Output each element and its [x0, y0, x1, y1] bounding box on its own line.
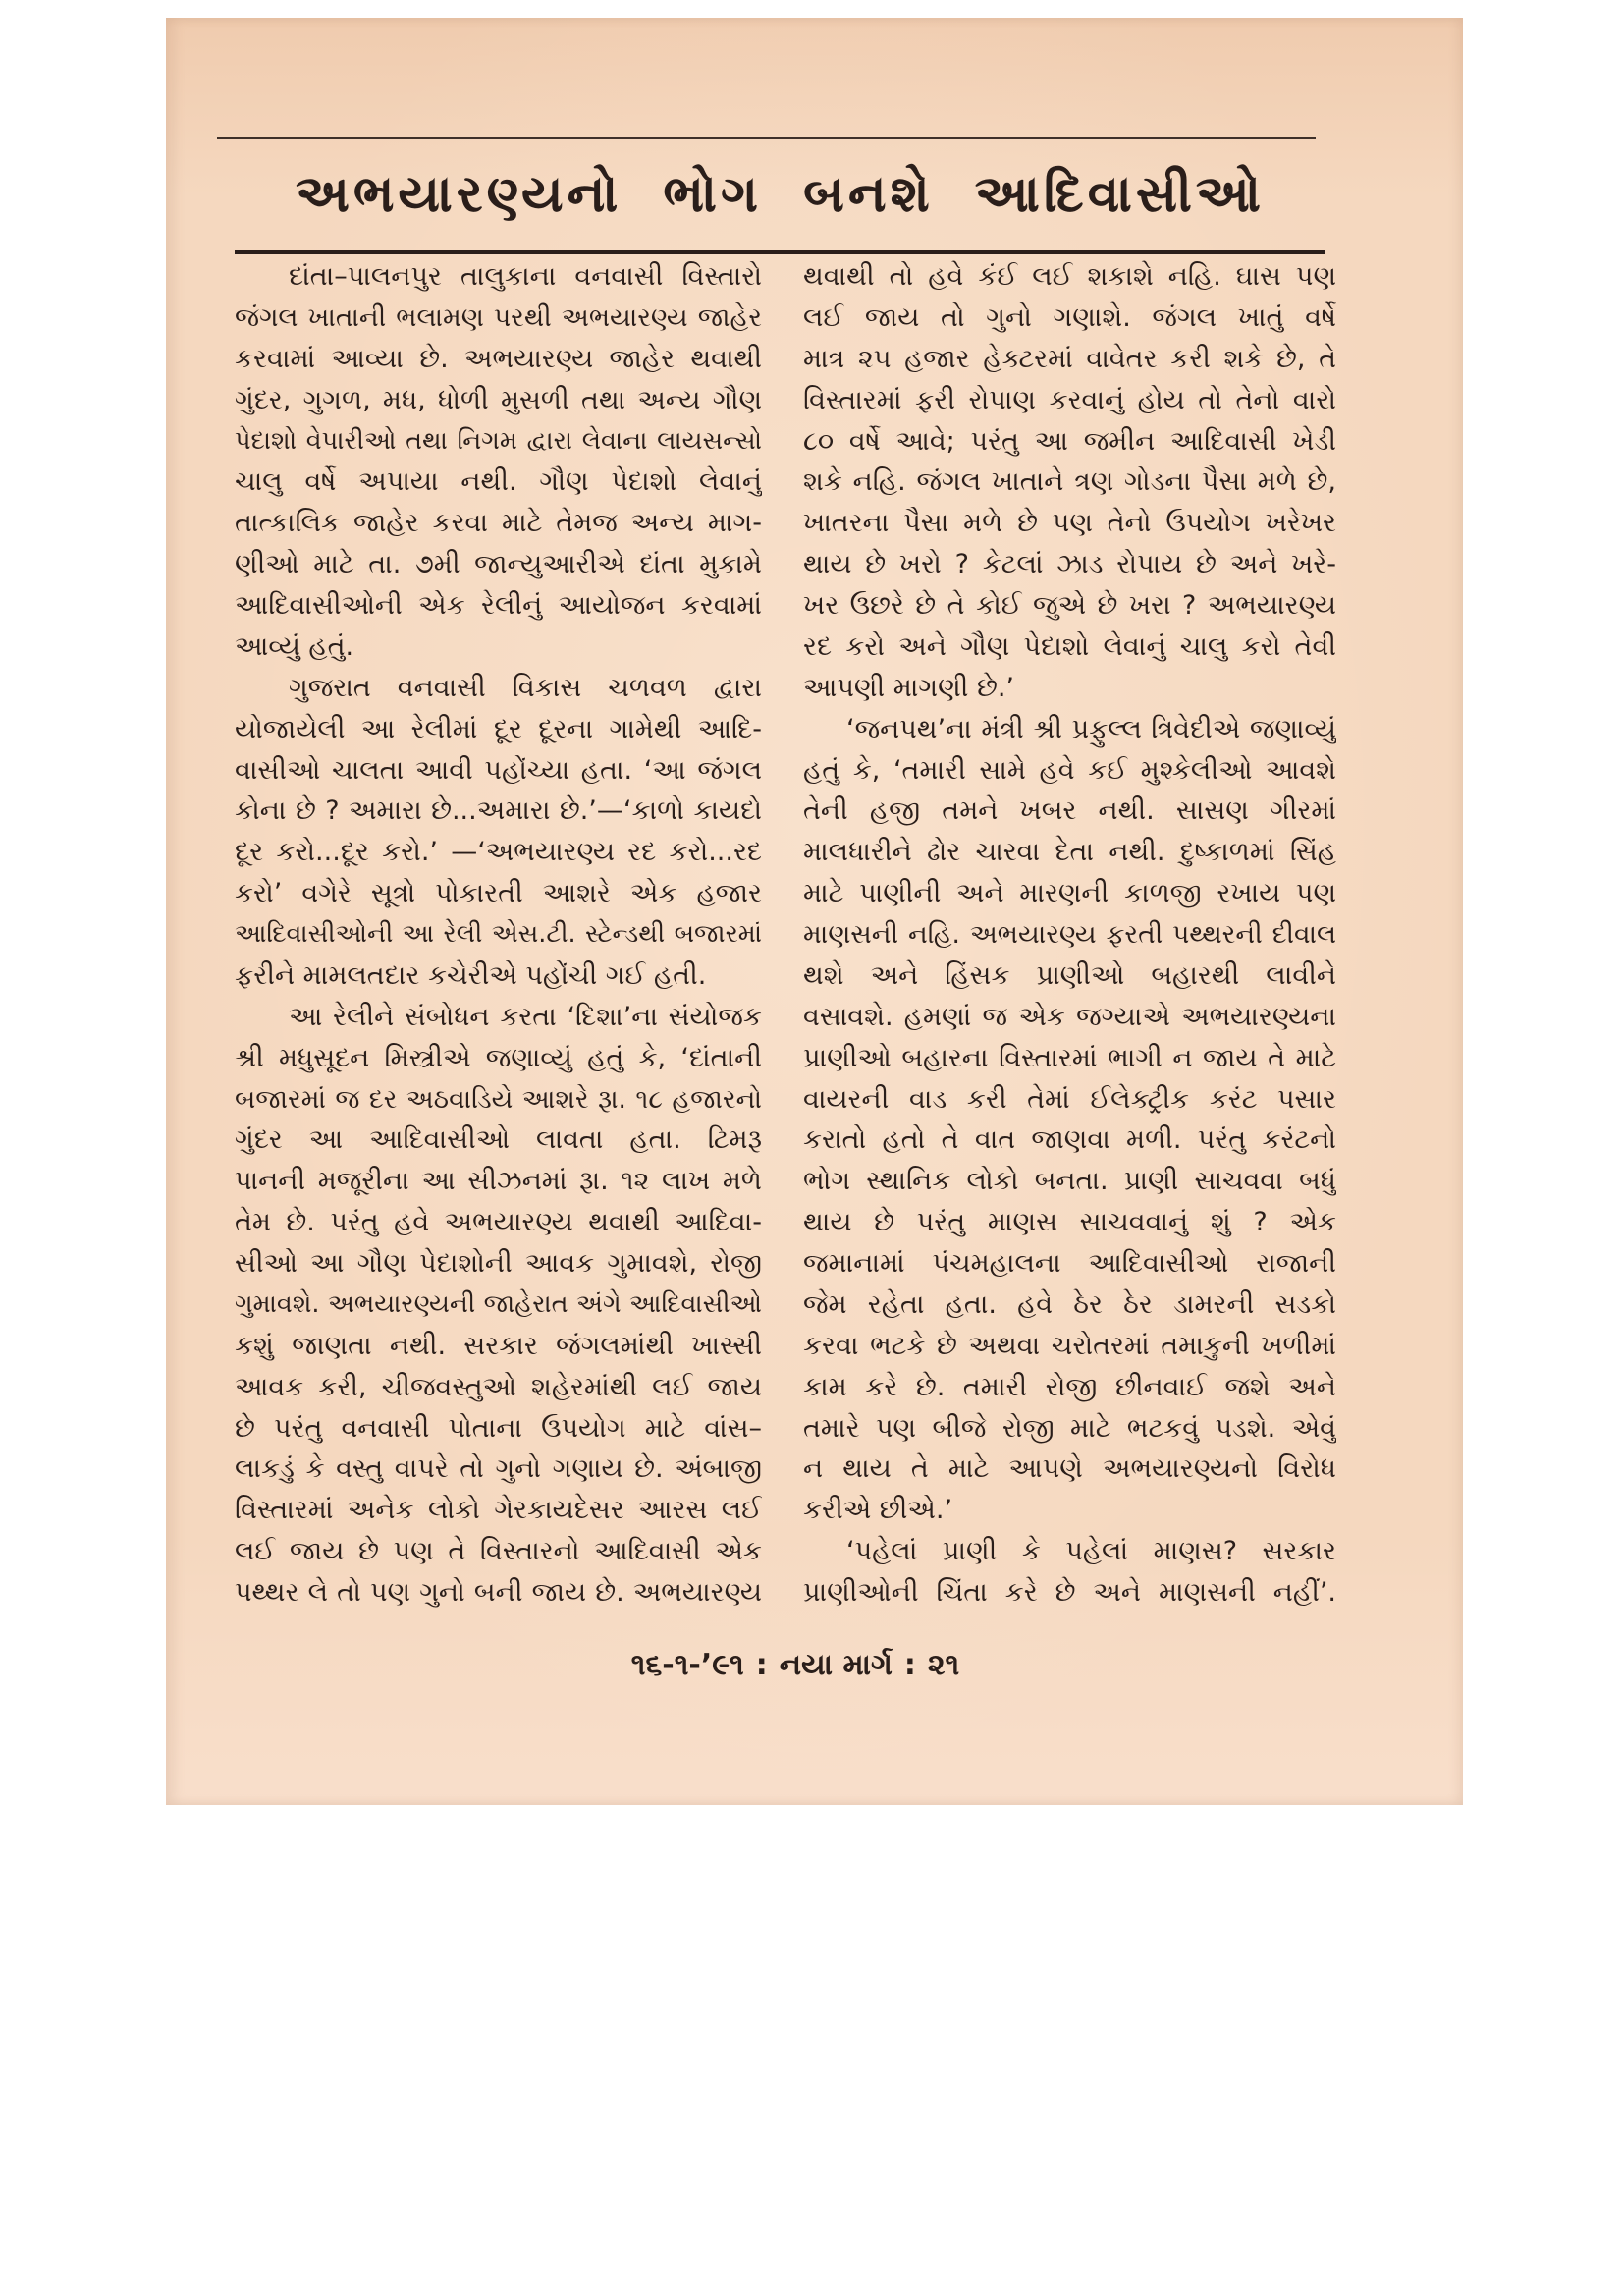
- article-line: વિસ્તારમાં અનેક લોકો ગેરકાયદેસર આરસ લઈ: [235, 1495, 762, 1526]
- article-line: દૂર કરો...દૂર કરો.’ —‘અભયારણ્ય રદ કરો...રદ: [235, 837, 762, 868]
- article-line: આવક કરી, ચીજવસ્તુઓ શહેરમાંથી લઈ જાય: [235, 1371, 762, 1402]
- article-line: આવ્યું હતું.: [235, 630, 354, 662]
- article-line: માત્ર ૨૫ હજાર હેક્ટરમાં વાવેતર કરી શકે છે, તે: [803, 343, 1336, 374]
- article-line: આપણી માગણી છે.’: [803, 672, 1014, 703]
- article-line: કોના છે ? અમારા છે...અમારા છે.’—‘કાળો કાયદો: [235, 795, 762, 827]
- footer-publication: નયા માર્ગ: [779, 1648, 893, 1682]
- article-line: તાત્કાલિક જાહેર કરવા માટે તેમજ અન્ય માગ-: [235, 508, 762, 539]
- title-underline-rule: [235, 250, 1325, 254]
- article-line: વિસ્તારમાં ફરી રોપાણ કરવાનું હોય તો તેનો વારો: [803, 384, 1336, 415]
- article-line: ફરીને મામલતદાર કચેરીએ પહોંચી ગઈ હતી.: [235, 959, 707, 991]
- article-line: થાય છે ખરો ? કેટલાં ઝાડ રોપાય છે અને ખરે-: [803, 549, 1336, 580]
- article-line: કરીએ છીએ.’: [803, 1495, 953, 1526]
- top-rule: [217, 137, 1316, 139]
- article-line: જમાનામાં પંચમહાલના આદિવાસીઓ રાજાની: [803, 1248, 1336, 1279]
- article-line: શ્રી મધુસૂદન મિસ્ત્રીએ જણાવ્યું હતું કે, ‘દાંતાની: [235, 1042, 762, 1073]
- article-line: હતું કે, ‘તમારી સામે હવે કઈ મુશ્કેલીઓ આવશે: [803, 754, 1336, 786]
- article-title: અભયારણ્યનો ભોગ બનશે આદિવાસીઓ: [295, 165, 1266, 224]
- article-line: ન થાય તે માટે આપણે અભયારણ્યનો વિરોધ: [803, 1453, 1336, 1485]
- article-line: કરો’ વગેરે સૂત્રો પોકારતી આશરે એક હજાર: [235, 878, 762, 909]
- article-line: લઈ જાય તો ગુનો ગણાશે. જંગલ ખાતું વર્ષે: [803, 301, 1336, 333]
- article-line: ખાતરના પૈસા મળે છે પણ તેનો ઉપયોગ ખરેખર: [803, 508, 1336, 539]
- article-line: કરવામાં આવ્યા છે. અભયારણ્ય જાહેર થવાથી: [235, 343, 762, 374]
- article-line: માટે પાણીની અને મારણની કાળજી રખાય પણ: [803, 878, 1336, 909]
- article-line: ગુજરાત વનવાસી વિકાસ ચળવળ દ્વારા: [289, 672, 762, 703]
- article-line: તમારે પણ બીજે રોજી માટે ભટકવું પડશે. એવું: [803, 1412, 1336, 1444]
- article-line: લઈ જાય છે પણ તે વિસ્તારનો આદિવાસી એક: [235, 1536, 762, 1567]
- article-line: લાકડું કે વસ્તુ વાપરે તો ગુનો ગણાય છે. અંબાજી: [235, 1453, 762, 1485]
- article-line: કશું જાણતા નથી. સરકાર જંગલમાંથી ખાસ્સી: [235, 1330, 762, 1361]
- article-line: કરવા ભટકે છે અથવા ચરોતરમાં તમાકુની ખળીમાં: [803, 1330, 1336, 1361]
- article-line: દાંતા–પાલનપુર તાલુકાના વનવાસી વિસ્તારો: [289, 261, 762, 292]
- article-line: પાનની મજૂરીના આ સીઝનમાં રૂા. ૧૨ લાખ મળે: [235, 1166, 762, 1197]
- article-line: ખર ઉછરે છે તે કોઈ જુએ છે ખરા ? અભયારણ્ય: [803, 590, 1336, 621]
- article-line: આદિવાસીઓની એક રેલીનું આયોજન કરવામાં: [235, 590, 762, 621]
- article-line: કરાતો હતો તે વાત જાણવા મળી. પરંતુ કરંટનો: [803, 1124, 1336, 1156]
- scanned-page: [166, 18, 1463, 1805]
- article-line: થવાથી તો હવે કંઈ લઈ શકાશે નહિ. ઘાસ પણ: [803, 261, 1336, 292]
- article-line: તેમ છે. પરંતુ હવે અભયારણ્ય થવાથી આદિવા-: [235, 1207, 762, 1238]
- article-line: આ રેલીને સંબોધન કરતા ‘દિશા’ના સંયોજક: [289, 1001, 762, 1032]
- article-line: ગુંદર, ગુગળ, મધ, ધોળી મુસળી તથા અન્ય ગૌણ: [235, 384, 762, 415]
- article-line: વાસીઓ ચાલતા આવી પહોંચ્યા હતા. ‘આ જંગલ: [235, 754, 762, 786]
- article-line: થશે અને હિંસક પ્રાણીઓ બહારથી લાવીને: [803, 959, 1336, 991]
- article-line: ગુંદર આ આદિવાસીઓ લાવતા હતા. ટિમરૂ: [235, 1124, 762, 1156]
- article-line: પથ્થર લે તો પણ ગુનો બની જાય છે. અભયારણ્ય: [235, 1577, 762, 1608]
- article-line: જંગલ ખાતાની ભલામણ પરથી અભયારણ્ય જાહેર: [235, 301, 762, 333]
- article-line: આદિવાસીઓની આ રેલી એસ.ટી. સ્ટેન્ડથી બજારમાં: [235, 919, 762, 949]
- article-line: તેની હજી તમને ખબર નથી. સાસણ ગીરમાં: [803, 795, 1336, 827]
- footer-separator: :: [903, 1648, 916, 1682]
- article-line: ચાલુ વર્ષે અપાયા નથી. ગૌણ પેદાશો લેવાનું: [235, 466, 762, 498]
- article-line: શકે નહિ. જંગલ ખાતાને ત્રણ ગોડના પૈસા મળે છે,: [803, 466, 1336, 498]
- article-line: સીઓ આ ગૌણ પેદાશોની આવક ગુમાવશે, રોજી: [235, 1248, 762, 1279]
- article-line: વાયરની વાડ કરી તેમાં ઈલેક્ટ્રીક કરંટ પસાર: [803, 1083, 1336, 1115]
- article-line: થાય છે પરંતુ માણસ સાચવવાનું શું ? એક: [803, 1207, 1336, 1238]
- article-line: રદ કરો અને ગૌણ પેદાશો લેવાનું ચાલુ કરો તેવી: [803, 630, 1336, 662]
- article-line: પેદાશો વેપારીઓ તથા નિગમ દ્વારા લેવાના લાયસન્સો: [235, 425, 762, 456]
- article-line: બજારમાં જ દર અઠવાડિયે આશરે રૂા. ૧૮ હજારનો: [235, 1083, 762, 1115]
- article-line: પ્રાણીઓની ચિંતા કરે છે અને માણસની નહીં’.: [803, 1577, 1336, 1608]
- article-column-left: [235, 256, 762, 1613]
- article-line: છે પરંતુ વનવાસી પોતાના ઉપયોગ માટે વાંસ–: [235, 1412, 762, 1444]
- article-line: ગુમાવશે. અભયારણ્યની જાહેરાત અંગે આદિવાસીઓ: [235, 1288, 762, 1319]
- article-line: પ્રાણીઓ બહારના વિસ્તારમાં ભાગી ન જાય તે માટે: [803, 1042, 1336, 1073]
- article-line: ‘જનપથ’ના મંત્રી શ્રી પ્રફુલ્લ ત્રિવેદીએ જણાવ્યું: [846, 713, 1336, 744]
- page-number: ૨૧: [927, 1648, 960, 1682]
- article-line: ણીઓ માટે તા. ૭મી જાન્યુઆરીએ દાંતા મુકામે: [235, 549, 762, 580]
- article-line: યોજાયેલી આ રેલીમાં દૂર દૂરના ગામેથી આદિ-: [235, 713, 762, 744]
- article-line: કામ કરે છે. તમારી રોજી છીનવાઈ જશે અને: [803, 1371, 1336, 1402]
- footer-folio: [550, 1646, 1041, 1685]
- article-column-right: [803, 256, 1336, 1613]
- article-line: માલધારીને ઢોર ચારવા દેતા નથી. દુષ્કાળમાં સિંહ: [803, 837, 1336, 868]
- article-line: વસાવશે. હમણાં જ એક જગ્યાએ અભયારણ્યના: [803, 1001, 1336, 1032]
- article-line: જેમ રહેતા હતા. હવે ઠેર ઠેર ડામરની સડકો: [803, 1288, 1336, 1320]
- article-line: ૮૦ વર્ષે આવે; પરંતુ આ જમીન આદિવાસી ખેડી: [803, 425, 1336, 457]
- footer-date: ૧૬-૧-’૯૧: [630, 1648, 744, 1682]
- article-line: ભોગ સ્થાનિક લોકો બનતા. પ્રાણી સાચવવા બધું: [803, 1166, 1336, 1197]
- article-line: ‘પહેલાં પ્રાણી કે પહેલાં માણસ? સરકાર: [846, 1536, 1336, 1567]
- footer-separator: :: [755, 1648, 768, 1682]
- article-line: માણસની નહિ. અભયારણ્ય ફરતી પથ્થરની દીવાલ: [803, 919, 1336, 950]
